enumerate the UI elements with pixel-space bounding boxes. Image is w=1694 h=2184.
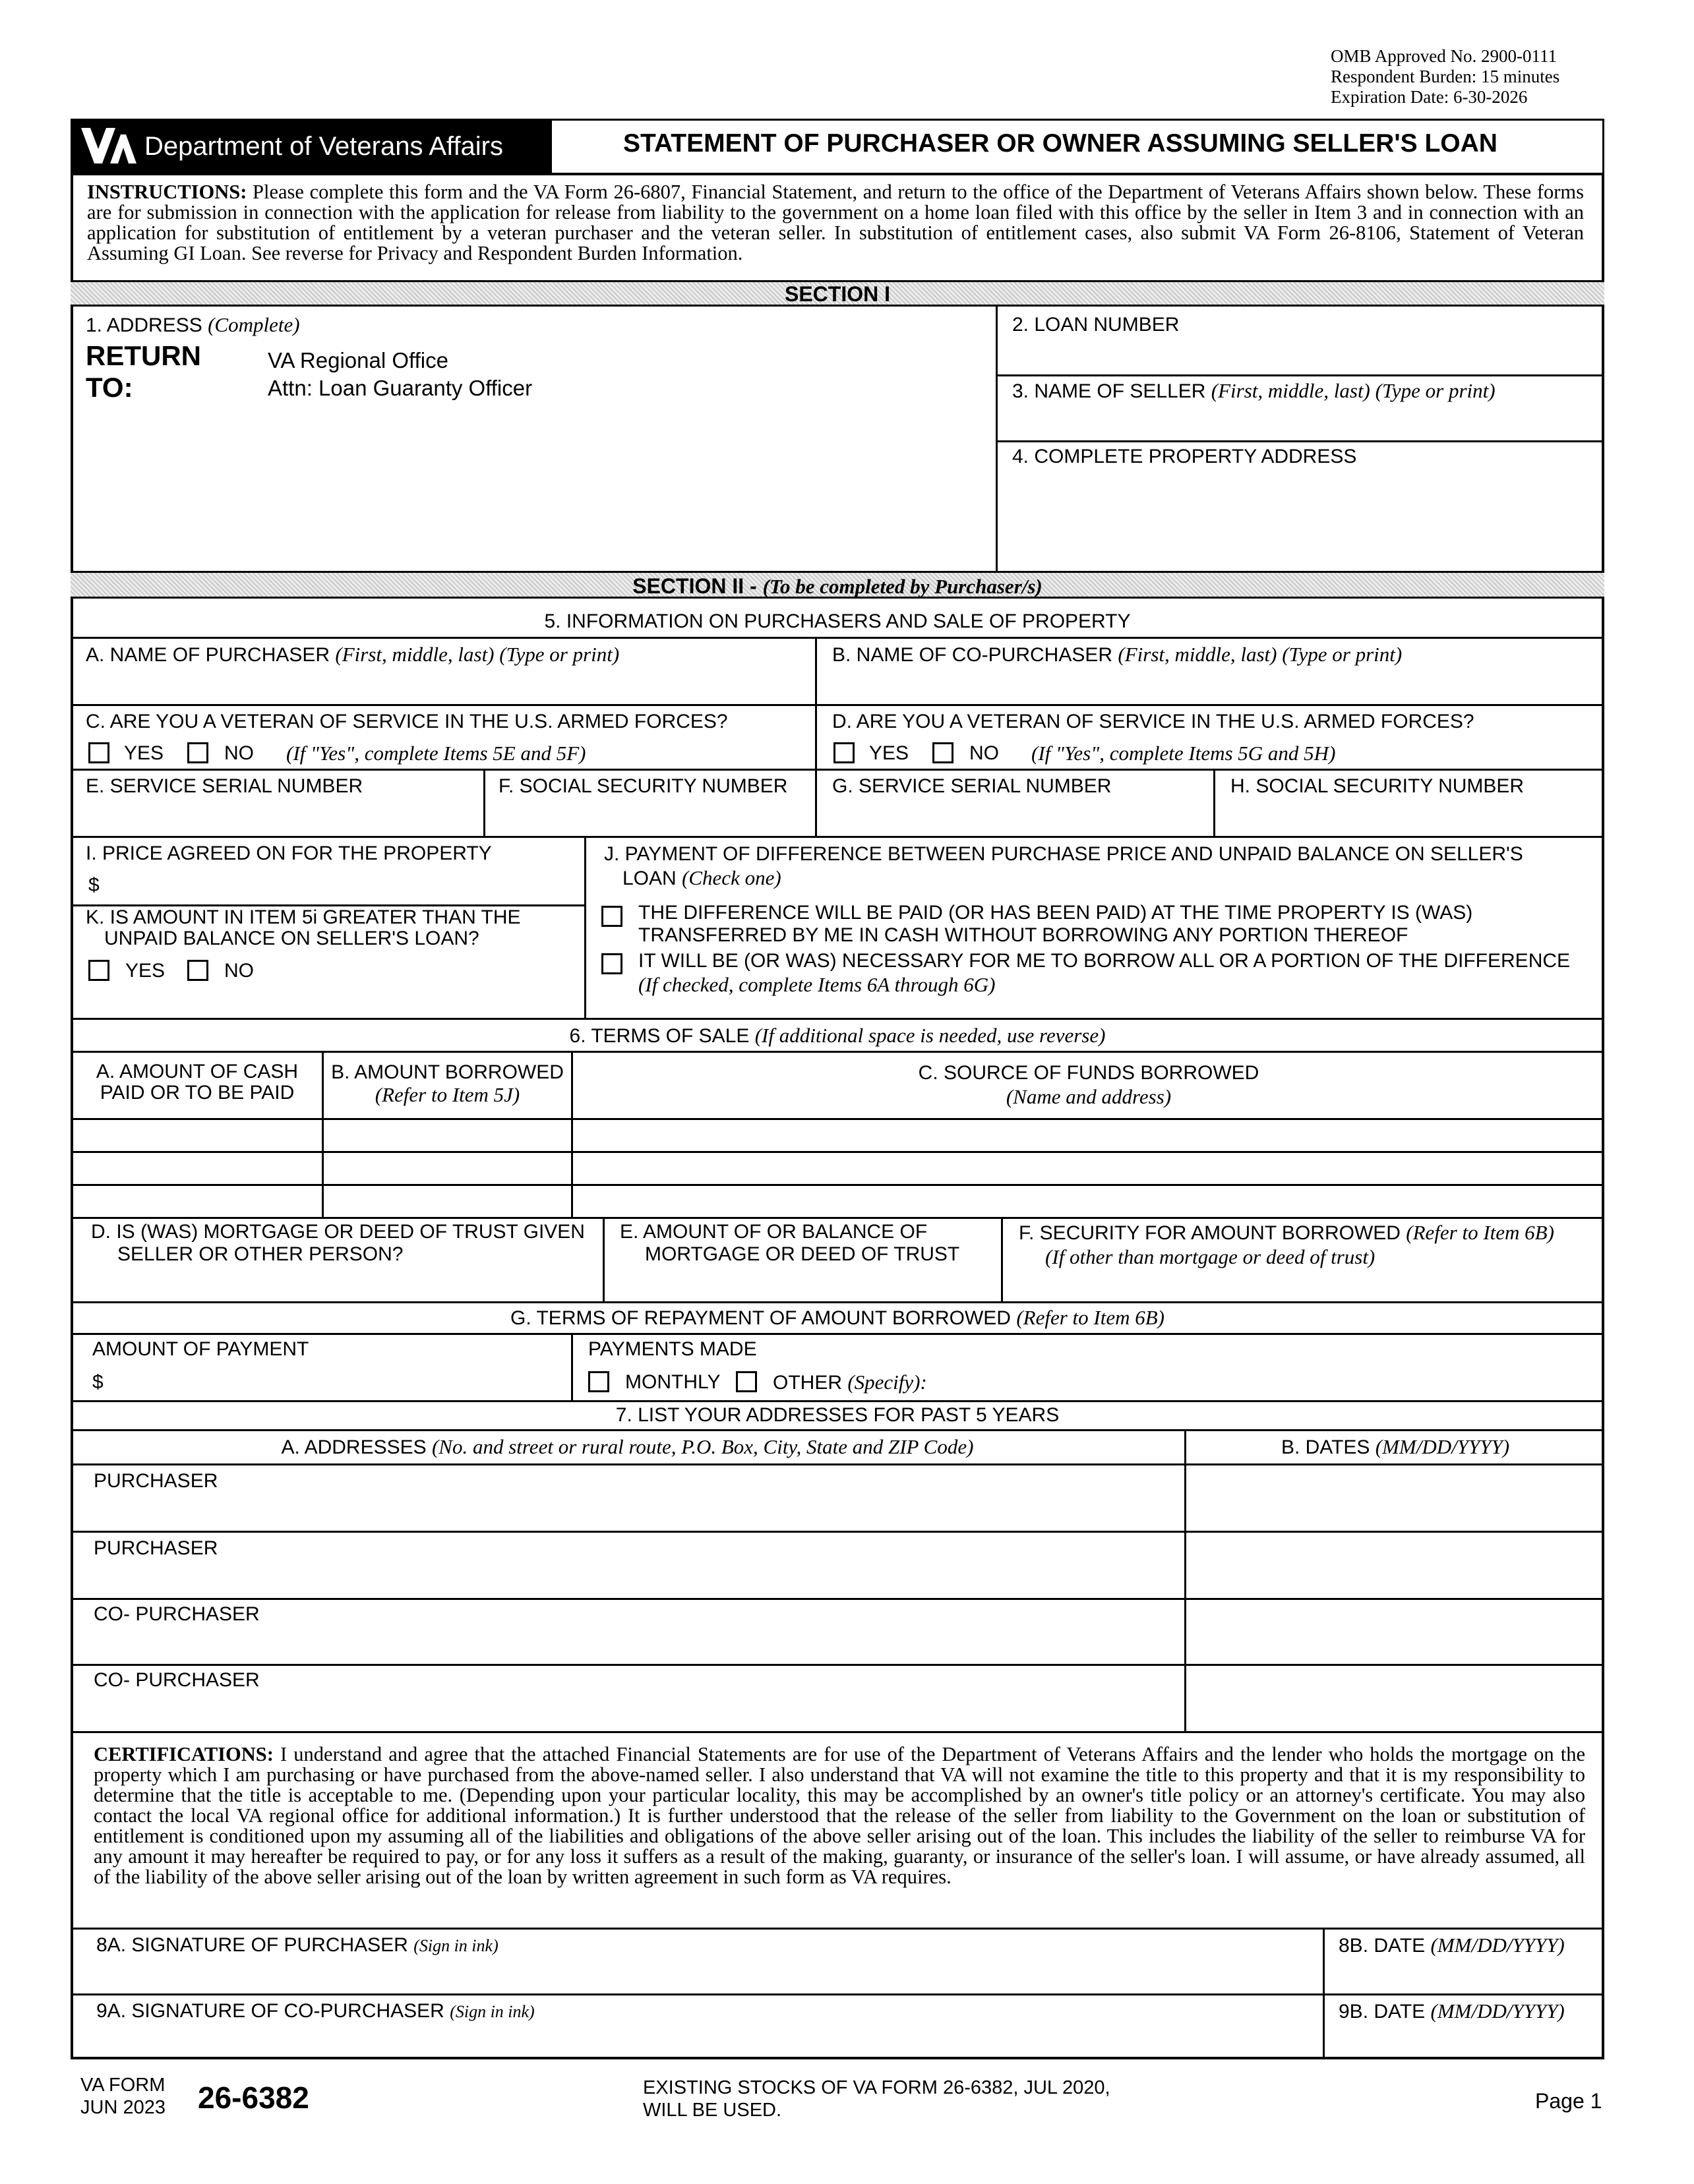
omb-expiration: Expiration Date: 6-30-2026: [1331, 87, 1528, 107]
omb-block: [1331, 46, 1559, 107]
purchaser-veteran-yes-checkbox[interactable]: [88, 742, 109, 763]
instructions-text: Please complete this form and the VA Form 26-6807, Financial Statement, and return to the office of the Department of Veterans Affairs shown below. These forms are for submission in connection with the application for release from liability to the government on a home loan filed with this office by the seller in Item 3 and in connection with an application for substitution of entitlement by a veteran purchaser and the veteran seller. In substitution of entitlement cases, also submit VA Form 26-8106, Statement of Veteran Assuming GI Loan. See reverse for Privacy and Respondent Burden Information.: [87, 181, 1585, 264]
ssn-field[interactable]: F. SOCIAL SECURITY NUMBER: [499, 775, 788, 797]
payment-dollar-sign: $: [92, 1371, 104, 1393]
borrow-difference-checkbox[interactable]: [601, 953, 622, 974]
monthly-label: MONTHLY: [625, 1371, 721, 1393]
item-6-heading: 6. TERMS OF SALE (If additional space is needed, use reverse): [569, 1024, 1106, 1047]
source-of-funds-header: C. SOURCE OF FUNDS BORROWED (Name and address): [918, 1062, 1259, 1108]
section-2-title: SECTION II - (To be completed by Purchaser/s): [632, 574, 1043, 598]
footer-stock-note: EXISTING STOCKS OF VA FORM 26-6382, JUL 2020, WILL BE USED.: [643, 2077, 1110, 2121]
paid-in-cash-checkbox[interactable]: [601, 906, 622, 927]
purchaser-signature-field[interactable]: 8A. SIGNATURE OF PURCHASER (Sign in ink): [96, 1934, 499, 1956]
loan-number-field[interactable]: 2. LOAN NUMBER: [1012, 314, 1180, 336]
section-1-header: [71, 280, 1604, 307]
omb-approved: OMB Approved No. 2900-0111: [1331, 46, 1557, 66]
amount-of-payment-field[interactable]: AMOUNT OF PAYMENT: [92, 1338, 309, 1360]
payments-made-label: PAYMENTS MADE: [588, 1338, 757, 1360]
mortgage-given-question: D. IS (WAS) MORTGAGE OR DEED OF TRUST GIVEN SELLER OR OTHER PERSON?: [91, 1221, 585, 1265]
greater-than-balance-question: K. IS AMOUNT IN ITEM 5i GREATER THAN THE UNPAID BALANCE ON SELLER'S LOAN?: [86, 906, 521, 949]
co-purchaser-veteran-note: (If "Yes", complete Items 5G and 5H): [1031, 742, 1336, 765]
item-5-heading: 5. INFORMATION ON PURCHASERS AND SALE OF PROPERTY: [544, 610, 1131, 632]
section-1-title: SECTION I: [784, 282, 890, 306]
borrow-difference-label: IT WILL BE (OR WAS) NECESSARY FOR ME TO BORROW ALL OR A PORTION OF THE DIFFERENCE (If checked, complete Items 6A through 6G): [638, 950, 1571, 996]
payment-difference-label: J. PAYMENT OF DIFFERENCE BETWEEN PURCHASE PRICE AND UNPAID BALANCE ON SELLER'S LOAN (Check one): [604, 843, 1523, 889]
co-purchaser-veteran-no-checkbox[interactable]: [932, 742, 953, 763]
co-purchaser-veteran-question: D. ARE YOU A VETERAN OF SERVICE IN THE U.S. ARMED FORCES?: [832, 711, 1474, 732]
footer-form-number: 26-6382: [198, 2081, 309, 2115]
certifications-text: I understand and agree that the attached Financial Statements are for use of the Department of Veterans Affairs and the lender who holds the mortgage on the property which I am purchasing or have purchased from the above-named seller. I also understand that VA will not examine the title to this property and that it is my responsibility to determine that the title is acceptable to me. (Depending upon your particular locality, this may be accomplished by an owner's title policy or an attorney's certificate. You may also contact the local VA regional office for additional information.) It is further understood that the release of the seller from liability to the Government on the loan or substitution of entitlement is conditioned upon my assuming all of the liabilities and obligations of the above seller arising out of the loan. This includes the liability of the seller to reimburse VA for any amount it may hereafter be required to pay, or for any loss it suffers as a result of the making, guaranty, or insurance of the seller's loan. I will assume, or have already assumed, all of the liability of the above seller arising out of the loan by written agreement in such form as VA requires.: [94, 1743, 1586, 1888]
return-to-label: RETURN TO:: [86, 340, 201, 403]
purchaser-veteran-question: C. ARE YOU A VETERAN OF SERVICE IN THE U.S. ARMED FORCES?: [86, 711, 728, 732]
co-purchaser-veteran-yes-label: YES: [869, 742, 909, 764]
co-purchaser-name-field[interactable]: B. NAME OF CO-PURCHASER (First, middle, last) (Type or print): [832, 643, 1403, 666]
paid-in-cash-label: THE DIFFERENCE WILL BE PAID (OR HAS BEEN PAID) AT THE TIME PROPERTY IS (WAS) TRANSFERRED BY ME IN CASH WITHOUT BORROWING ANY PORTION THEREOF: [638, 902, 1473, 946]
regional-office: VA Regional Office Attn: Loan Guaranty Officer: [268, 348, 533, 400]
address-row-purchaser-2[interactable]: PURCHASER: [94, 1537, 218, 1559]
purchaser-veteran-yes-label: YES: [124, 742, 164, 764]
security-amount-field[interactable]: F. SECURITY FOR AMOUNT BORROWED (Refer to Item 6B) (If other than mortgage or deed of trust): [1019, 1221, 1554, 1268]
monthly-checkbox[interactable]: [588, 1371, 609, 1392]
purchaser-veteran-no-label: NO: [224, 742, 254, 764]
co-purchaser-veteran-no-label: NO: [969, 742, 999, 764]
address-row-co-purchaser-2[interactable]: CO- PURCHASER: [94, 1669, 260, 1691]
price-agreed-field[interactable]: I. PRICE AGREED ON FOR THE PROPERTY: [86, 842, 492, 864]
seller-name-field[interactable]: 3. NAME OF SELLER (First, middle, last) (Type or print): [1012, 379, 1496, 402]
service-serial-number-field[interactable]: E. SERVICE SERIAL NUMBER: [86, 775, 363, 797]
dates-header: B. DATES (MM/DD/YYYY): [1281, 1435, 1510, 1458]
purchaser-date-field[interactable]: 8B. DATE (MM/DD/YYYY): [1339, 1933, 1565, 1957]
repayment-terms-heading: G. TERMS OF REPAYMENT OF AMOUNT BORROWED (Refer to Item 6B): [510, 1306, 1165, 1329]
co-service-serial-number-field[interactable]: G. SERVICE SERIAL NUMBER: [832, 775, 1112, 797]
omb-burden: Respondent Burden: 15 minutes: [1331, 67, 1560, 86]
addresses-header: A. ADDRESSES (No. and street or rural route, P.O. Box, City, State and ZIP Code): [281, 1435, 974, 1458]
instructions-label: INSTRUCTIONS:: [87, 181, 247, 203]
section-2-header: [71, 571, 1604, 599]
co-purchaser-veteran-yes-checkbox[interactable]: [833, 742, 855, 763]
purchaser-name-field[interactable]: A. NAME OF PURCHASER (First, middle, last) (Type or print): [86, 643, 620, 666]
greater-no-label: NO: [224, 960, 254, 982]
purchaser-veteran-note: (If "Yes", complete Items 5E and 5F): [286, 742, 586, 765]
agency-banner: [71, 119, 552, 174]
amount-borrowed-header: B. AMOUNT BORROWED (Refer to Item 5J): [331, 1061, 564, 1106]
cash-paid-header: A. AMOUNT OF CASH PAID OR TO BE PAID: [96, 1061, 299, 1104]
instructions: [87, 182, 1584, 264]
address-row-co-purchaser-1[interactable]: CO- PURCHASER: [94, 1603, 260, 1625]
agency-name: Department of Veterans Affairs: [144, 132, 504, 161]
form-title: STATEMENT OF PURCHASER OR OWNER ASSUMING SELLER'S LOAN: [623, 129, 1497, 158]
address-label: 1. ADDRESS (Complete): [86, 313, 300, 336]
co-purchaser-signature-field[interactable]: 9A. SIGNATURE OF CO-PURCHASER (Sign in ink): [96, 2000, 535, 2022]
mortgage-balance-field[interactable]: E. AMOUNT OF OR BALANCE OF MORTGAGE OR DEED OF TRUST: [620, 1221, 960, 1265]
certifications-label: CERTIFICATIONS:: [94, 1743, 274, 1765]
co-ssn-field[interactable]: H. SOCIAL SECURITY NUMBER: [1230, 775, 1525, 797]
other-label: OTHER (Specify):: [773, 1371, 927, 1394]
address-row-purchaser-1[interactable]: PURCHASER: [94, 1470, 218, 1492]
price-dollar-sign: $: [88, 874, 100, 896]
va-logo-icon: [78, 125, 138, 167]
footer-form-label: VA FORM JUN 2023: [80, 2075, 166, 2118]
greater-no-checkbox[interactable]: [187, 960, 208, 981]
purchaser-veteran-no-checkbox[interactable]: [187, 742, 208, 763]
property-address-field[interactable]: 4. COMPLETE PROPERTY ADDRESS: [1012, 446, 1357, 467]
other-checkbox[interactable]: [736, 1371, 757, 1392]
co-purchaser-date-field[interactable]: 9B. DATE (MM/DD/YYYY): [1339, 1999, 1565, 2022]
certifications: [94, 1744, 1585, 1887]
greater-yes-label: YES: [125, 960, 166, 982]
footer-page: Page 1: [1535, 2089, 1602, 2113]
greater-yes-checkbox[interactable]: [88, 960, 109, 981]
item-7-heading: 7. LIST YOUR ADDRESSES FOR PAST 5 YEARS: [615, 1404, 1060, 1426]
